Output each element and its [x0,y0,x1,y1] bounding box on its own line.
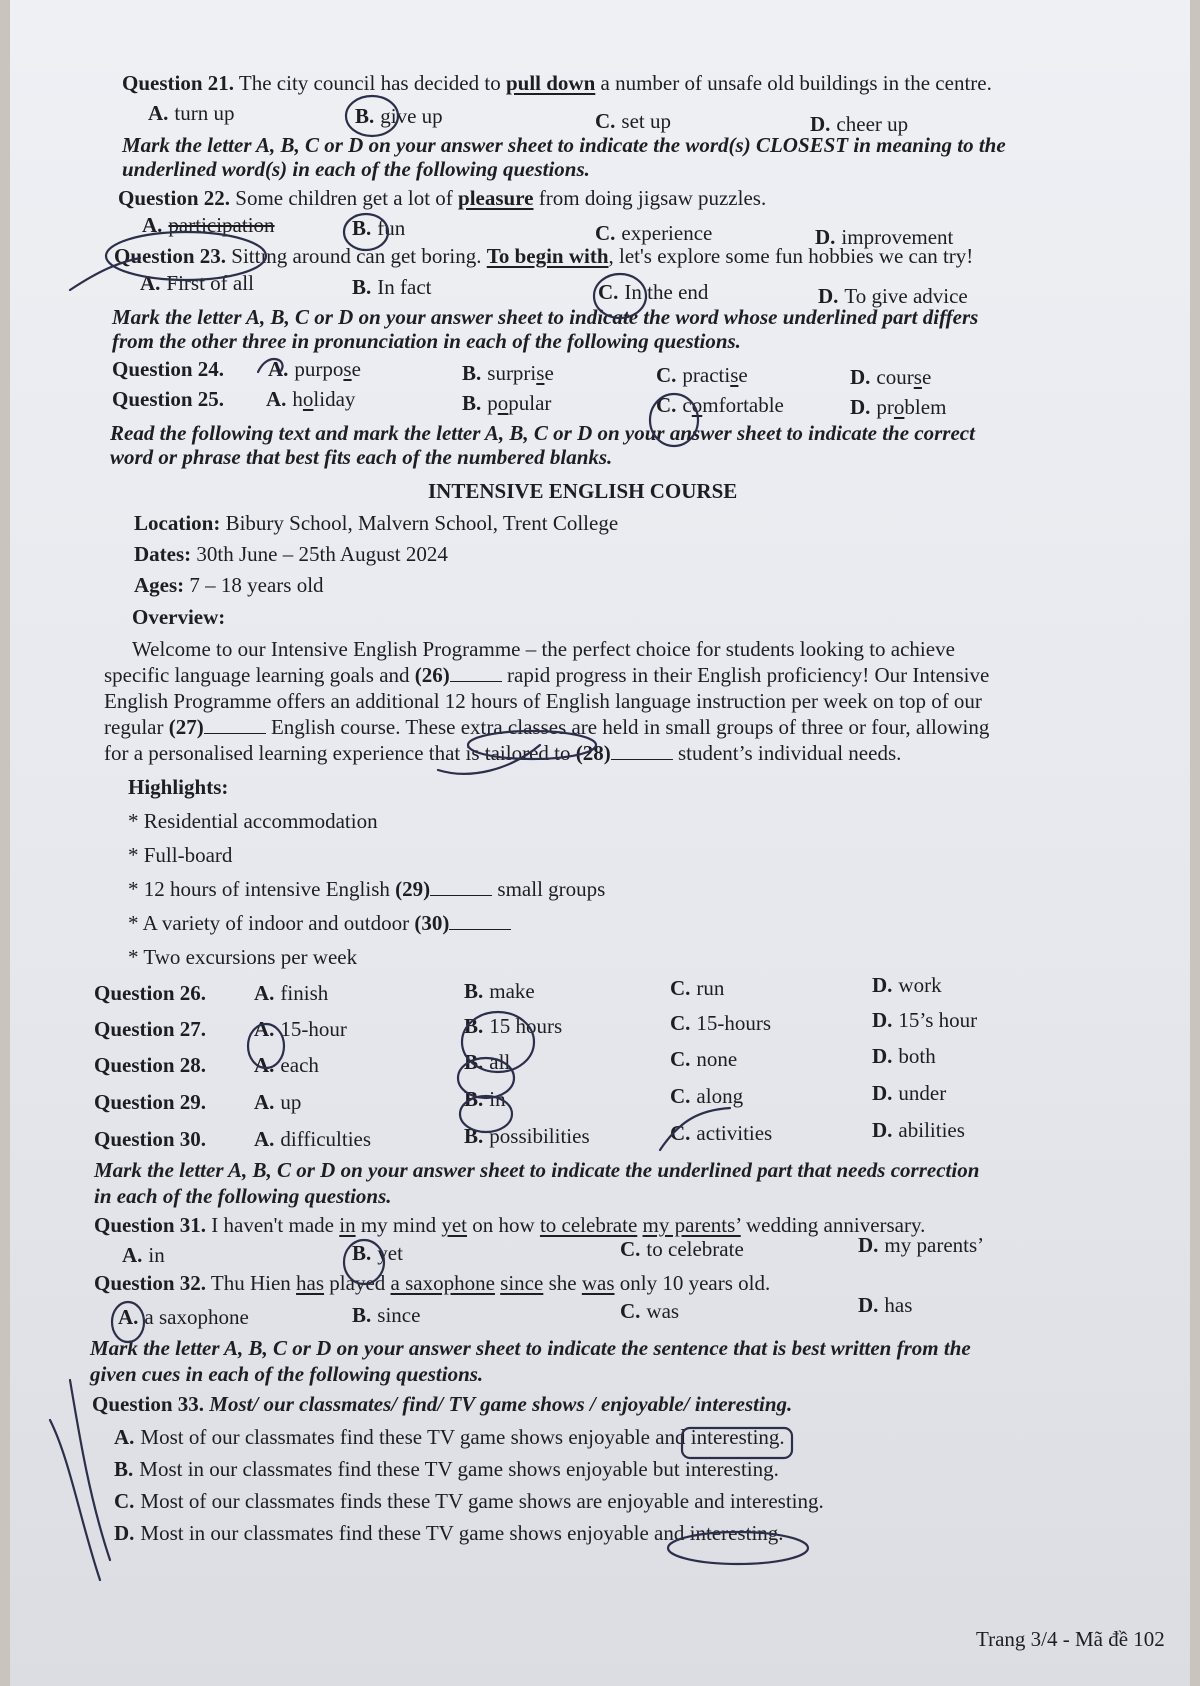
q21-option-b[interactable]: B. give up [355,104,443,128]
instruction-written-line2: given cues in each of the following questions. [90,1362,484,1386]
q23-option-c[interactable]: C. In the end [598,280,709,304]
highlight-2: * Full-board [128,843,233,867]
blank-27 [204,715,266,734]
question-24: Question 24. [112,357,225,381]
q27-option-d[interactable]: D. 15’s hour [872,1008,978,1032]
blank-number-27: (27) [168,715,204,739]
q27-option-c[interactable]: C. 15-hours [670,1011,772,1035]
blank-number-29: (29) [395,877,431,901]
q22-option-c[interactable]: C. experience [595,221,713,245]
q33-option-b[interactable]: B. Most in our classmates find these TV game shows enjoyable but interesting. [114,1457,779,1481]
q26-option-c[interactable]: C. run [670,976,725,1000]
blank-number-28: (28) [575,741,611,765]
q31-option-b[interactable]: B. yet [352,1241,403,1265]
q30-option-c[interactable]: C. activities [670,1121,773,1145]
highlight-5: * Two excursions per week [128,945,358,969]
question-28: Question 28. [94,1053,207,1077]
overview-line-3: English Programme offers an additional 12 hours of English language instruction per week on top of our [104,689,982,713]
question-33: Question 33. Most/ our classmates/ find/ TV game shows / enjoyable/ interesting. [92,1392,793,1416]
q31-option-a[interactable]: A. in [122,1243,165,1267]
q26-option-d[interactable]: D. work [872,973,942,997]
question-29: Question 29. [94,1090,207,1114]
blank-26 [450,663,502,682]
instruction-closest-line2: underlined word(s) in each of the following questions. [122,157,590,181]
q27-option-a[interactable]: A. 15-hour [254,1017,347,1041]
blank-30 [449,911,511,930]
question-23: Question 23. Sitting around can get boring. To begin with, let's explore some fun hobbies we can try! [114,244,974,268]
q23-option-b[interactable]: B. In fact [352,275,432,299]
q21-option-d[interactable]: D. cheer up [810,112,909,136]
instruction-pronunciation-line1: Mark the letter A, B, C or D on your answer sheet to indicate the word whose underlined part differs [112,305,979,329]
q30-option-d[interactable]: D. abilities [872,1118,965,1142]
q24-option-a[interactable]: A. purpose [268,357,361,381]
instruction-written-line1: Mark the letter A, B, C or D on your answer sheet to indicate the sentence that is best written from the [90,1336,971,1360]
course-title: INTENSIVE ENGLISH COURSE [428,479,738,503]
highlight-4: * A variety of indoor and outdoor (30) [128,910,511,936]
instruction-correction-line1: Mark the letter A, B, C or D on your answer sheet to indicate the underlined part that needs correction [94,1158,980,1182]
q28-option-c[interactable]: C. none [670,1047,738,1071]
q25-option-b[interactable]: B. popular [462,391,552,415]
instruction-reading-line2: word or phrase that best fits each of the numbered blanks. [110,445,613,469]
q30-option-a[interactable]: A. difficulties [254,1127,372,1151]
q27-option-b[interactable]: B. 15 hours [464,1014,563,1038]
question-number: Question 21. [122,71,235,95]
q22-option-a[interactable]: A. participation [142,213,275,237]
instruction-correction-line2: in each of the following questions. [94,1184,392,1208]
underlined-phrase: pull down [505,71,596,95]
q29-option-d[interactable]: D. under [872,1081,947,1105]
blank-number-30: (30) [414,911,450,935]
q30-option-b[interactable]: B. possibilities [464,1124,590,1148]
overview-line-4: regular (27) English course. These extra classes are held in small groups of three or four, allowing [104,715,990,739]
question-32: Question 32. Thu Hien has played a saxophone since she was only 10 years old. [94,1271,771,1295]
underlined-phrase: To begin with [486,244,609,268]
question-30: Question 30. [94,1127,207,1151]
q29-option-b[interactable]: B. in [464,1087,506,1111]
overview-line-2: specific language learning goals and (26) rapid progress in their English proficiency! Our Intensive [104,663,990,687]
q21-option-c[interactable]: C. set up [595,109,671,133]
q24-option-d[interactable]: D. course [850,365,932,389]
exam-page [10,0,1190,1686]
page-footer: Trang 3/4 - Mã đề 102 [976,1627,1165,1651]
q26-option-b[interactable]: B. make [464,979,535,1003]
q25-option-a[interactable]: A. holiday [266,387,356,411]
q31-option-d[interactable]: D. my parents’ [858,1233,985,1257]
course-location: Location: Bibury School, Malvern School, Trent College [134,511,619,535]
question-21: Question 21. The city council has decided to pull down a number of unsafe old buildings in the centre. [122,71,992,95]
q23-option-a[interactable]: A. First of all [140,271,254,295]
q32-option-a[interactable]: A. a saxophone [118,1305,249,1329]
q25-option-c[interactable]: C. comfortable [656,393,784,417]
blank-29 [430,877,492,896]
instruction-closest-line1: Mark the letter A, B, C or D on your answer sheet to indicate the word(s) CLOSEST in meaning to the [122,133,1006,157]
question-27: Question 27. [94,1017,207,1041]
q33-option-a[interactable]: A. Most of our classmates find these TV game shows enjoyable and interesting. [114,1425,785,1449]
q32-option-d[interactable]: D. has [858,1293,913,1317]
course-overview-label: Overview: [132,605,226,629]
q24-option-b[interactable]: B. surprise [462,361,554,385]
q32-option-b[interactable]: B. since [352,1303,421,1327]
overview-line-5: for a personalised learning experience that is tailored to (28) student’s individual needs. [104,741,902,765]
question-31: Question 31. I haven't made in my mind yet on how to celebrate my parents’ wedding anniversary. [94,1213,926,1237]
blank-28 [611,741,673,760]
q21-option-a[interactable]: A. turn up [148,101,235,125]
instruction-pronunciation-line2: from the other three in pronunciation in each of the following questions. [112,329,741,353]
highlights-label: Highlights: [128,775,229,799]
q24-option-c[interactable]: C. practise [656,363,748,387]
q28-option-d[interactable]: D. both [872,1044,936,1068]
q29-option-a[interactable]: A. up [254,1090,302,1114]
pen-stroke [50,1420,100,1580]
q22-option-d[interactable]: D. improvement [815,225,954,249]
course-ages: Ages: 7 – 18 years old [134,573,324,597]
highlight-1: * Residential accommodation [128,809,378,833]
q33-option-c[interactable]: C. Most of our classmates finds these TV game shows are enjoyable and interesting. [114,1489,824,1513]
underlined-word: pleasure [458,186,534,210]
q22-option-b[interactable]: B. fun [352,216,406,240]
q26-option-a[interactable]: A. finish [254,981,329,1005]
q23-option-d[interactable]: D. To give advice [818,284,968,308]
q31-option-c[interactable]: C. to celebrate [620,1237,744,1261]
question-22: Question 22. Some children get a lot of pleasure from doing jigsaw puzzles. [118,186,767,210]
course-dates: Dates: 30th June – 25th August 2024 [134,542,448,566]
highlight-3: * 12 hours of intensive English (29) small groups [128,877,606,901]
q33-option-d[interactable]: D. Most in our classmates find these TV game shows enjoyable and interesting. [114,1521,784,1545]
q28-option-b[interactable]: B. all [464,1050,511,1074]
question-26: Question 26. [94,981,207,1005]
instruction-reading-line1: Read the following text and mark the letter A, B, C or D on your answer sheet to indicate the correct [110,421,975,445]
question-25: Question 25. [112,387,225,411]
q32-option-c[interactable]: C. was [620,1299,680,1323]
q29-option-c[interactable]: C. along [670,1084,744,1108]
overview-line-1: Welcome to our Intensive English Programme – the perfect choice for students looking to achieve [132,637,955,661]
q25-option-d[interactable]: D. problem [850,395,947,419]
blank-number-26: (26) [414,663,450,687]
q28-option-a[interactable]: A. each [254,1053,319,1077]
